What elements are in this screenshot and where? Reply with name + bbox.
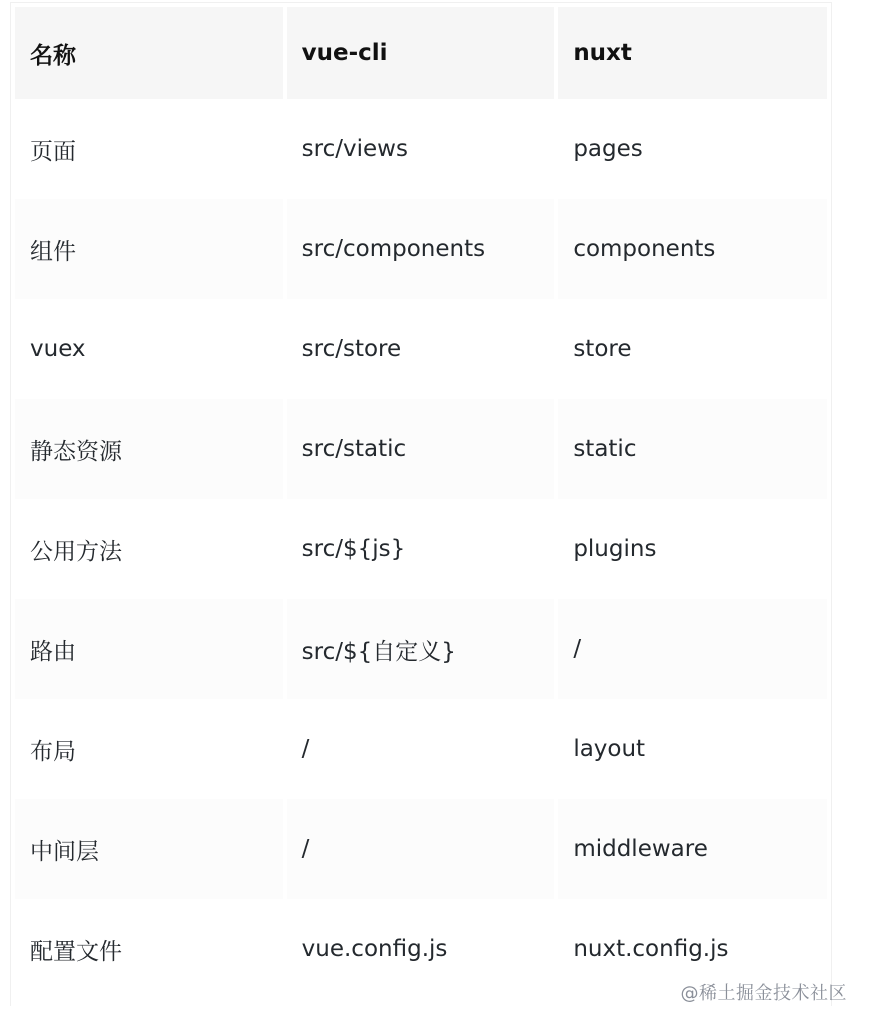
table-row xyxy=(15,799,827,899)
table-cell: / xyxy=(287,799,555,899)
table-cell: 公用方法 xyxy=(15,499,283,599)
comparison-table-container xyxy=(10,2,832,1006)
table-cell: src/store xyxy=(287,299,555,399)
table-cell: vuex xyxy=(15,299,283,399)
table-header-row xyxy=(15,3,827,99)
table-row xyxy=(15,699,827,799)
header-cell-name: 名称 xyxy=(15,3,283,99)
table-cell: layout xyxy=(558,699,827,799)
table-cell: pages xyxy=(558,99,827,199)
comparison-table xyxy=(11,3,831,999)
table-cell: 中间层 xyxy=(15,799,283,899)
table-cell: / xyxy=(287,699,555,799)
watermark-text: @稀土掘金技术社区 xyxy=(680,983,847,1004)
table-cell: 组件 xyxy=(15,199,283,299)
table-cell: plugins xyxy=(558,499,827,599)
table-cell: src/${js} xyxy=(287,499,555,599)
table-cell: 路由 xyxy=(15,599,283,699)
table-cell: nuxt.config.js xyxy=(558,899,827,999)
table-row xyxy=(15,299,827,399)
table-cell: components xyxy=(558,199,827,299)
table-cell: 静态资源 xyxy=(15,399,283,499)
table-row xyxy=(15,499,827,599)
table-row xyxy=(15,599,827,699)
table-cell: 页面 xyxy=(15,99,283,199)
table-cell: src/views xyxy=(287,99,555,199)
table-cell: store xyxy=(558,299,827,399)
table-cell: static xyxy=(558,399,827,499)
table-cell: / xyxy=(558,599,827,699)
table-cell: 布局 xyxy=(15,699,283,799)
header-cell-nuxt: nuxt xyxy=(558,3,827,99)
table-cell: src/components xyxy=(287,199,555,299)
table-row xyxy=(15,199,827,299)
table-cell: vue.config.js xyxy=(287,899,555,999)
table-cell: src/${自定义} xyxy=(287,599,555,699)
table-cell: 配置文件 xyxy=(15,899,283,999)
header-cell-vue-cli: vue-cli xyxy=(287,3,555,99)
table-row xyxy=(15,99,827,199)
table-cell: src/static xyxy=(287,399,555,499)
table-row xyxy=(15,399,827,499)
table-cell: middleware xyxy=(558,799,827,899)
